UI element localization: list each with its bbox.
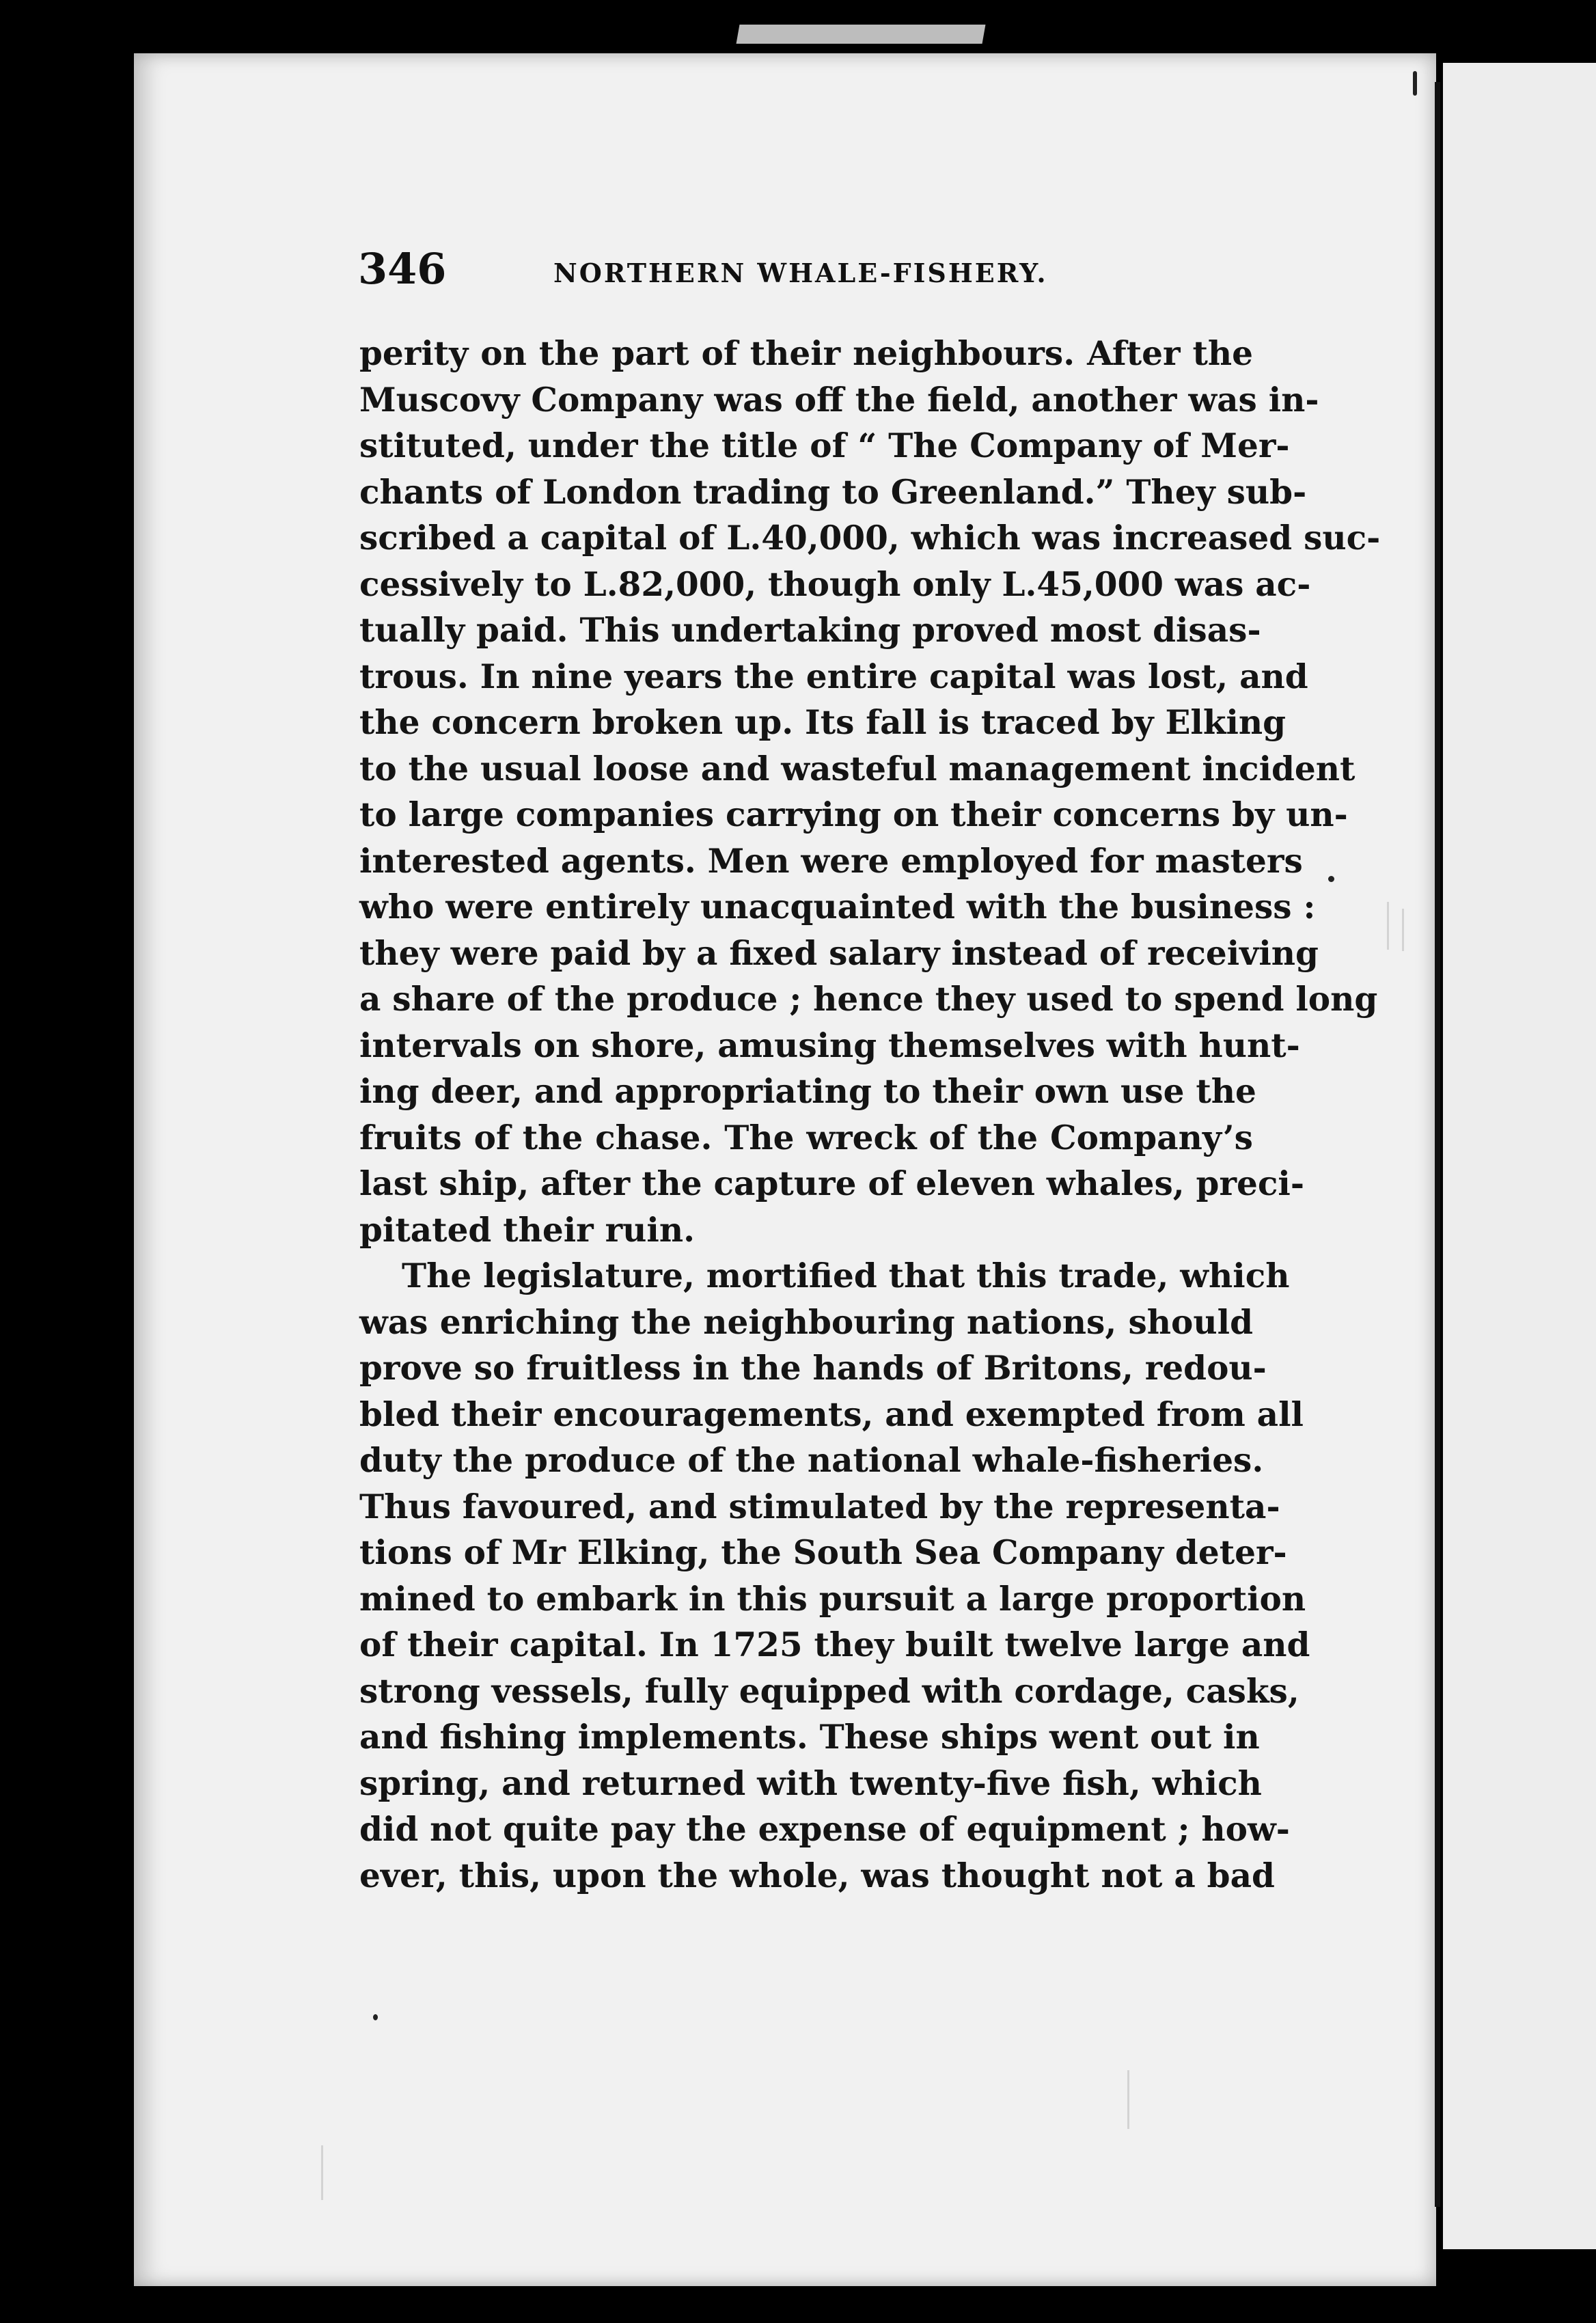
- text-line: interested agents. Men were employed for masters: [359, 841, 1303, 881]
- text-line: last ship, after the capture of eleven whales, preci-: [359, 1164, 1304, 1203]
- ink-speck: [373, 2014, 378, 2020]
- text-line: tually paid. This undertaking proved most disas-: [359, 611, 1261, 650]
- running-head: NORTHERN WHALE-FISHERY.: [553, 258, 1048, 288]
- text-line: was enriching the neighbouring nations, should: [359, 1302, 1253, 1342]
- text-line: bled their encouragements, and exempted from all: [359, 1394, 1304, 1434]
- ink-speck: [1328, 876, 1334, 882]
- binding-gutter: [1435, 82, 1440, 2207]
- page-tab-artifact: [737, 25, 986, 44]
- bleed-through-mark: [1402, 909, 1404, 951]
- text-line: ing deer, and appropriating to their own use the: [359, 1072, 1256, 1111]
- text-line: perity on the part of their neighbours. After the: [359, 334, 1253, 373]
- text-line: cessively to L.82,000, though only L.45,000 was ac-: [359, 564, 1311, 604]
- text-line: strong vessels, fully equipped with cordage, casks,: [359, 1671, 1299, 1711]
- text-line: chants of London trading to Greenland.” They sub-: [359, 472, 1307, 512]
- text-line: did not quite pay the expense of equipment ; how-: [359, 1810, 1290, 1849]
- ink-speck: [1413, 71, 1417, 96]
- text-line: the concern broken up. Its fall is traced by Elking: [359, 703, 1287, 742]
- text-line: a share of the produce ; hence they used to spend long: [359, 980, 1378, 1019]
- bleed-through-mark: [1127, 2070, 1129, 2129]
- text-line: they were paid by a fixed salary instead of receiving: [359, 933, 1319, 973]
- text-line: of their capital. In 1725 they built twelve large and: [359, 1625, 1310, 1664]
- text-line: Thus favoured, and stimulated by the representa-: [359, 1487, 1280, 1526]
- text-line: duty the produce of the national whale-fisheries.: [359, 1441, 1264, 1480]
- text-line: trous. In nine years the entire capital was lost, and: [359, 657, 1308, 696]
- text-line: fruits of the chase. The wreck of the Company’s: [359, 1118, 1253, 1157]
- text-line: to large companies carrying on their concerns by un-: [359, 795, 1348, 834]
- text-line: intervals on shore, amusing themselves with hunt-: [359, 1026, 1300, 1065]
- bleed-through-mark: [321, 2145, 323, 2200]
- text-line: The legislature, mortified that this trade, which: [402, 1256, 1290, 1295]
- text-line: spring, and returned with twenty-five fish, which: [359, 1763, 1262, 1803]
- text-line: Muscovy Company was off the field, another was in-: [359, 380, 1319, 420]
- text-line: ever, this, upon the whole, was thought not a bad: [359, 1856, 1275, 1895]
- facing-page-edge: [1443, 63, 1596, 2249]
- text-line: who were entirely unacquainted with the business :: [359, 888, 1316, 926]
- text-line: tions of Mr Elking, the South Sea Company deter-: [359, 1533, 1287, 1572]
- text-line: prove so fruitless in the hands of Britons, redou-: [359, 1349, 1267, 1388]
- page-number: 346: [358, 244, 447, 294]
- page-body: [359, 331, 1381, 1899]
- text-line: to the usual loose and wasteful management incident: [359, 749, 1356, 788]
- text-line: stituted, under the title of “ The Company of Mer-: [359, 426, 1290, 465]
- text-line: scribed a capital of L.40,000, which was increased suc-: [359, 519, 1381, 558]
- bleed-through-mark: [1387, 902, 1389, 950]
- page-header: [358, 242, 1246, 297]
- text-line: pitated their ruin.: [359, 1210, 695, 1250]
- text-line: mined to embark in this pursuit a large proportion: [359, 1579, 1306, 1619]
- text-line: and fishing implements. These ships went out in: [359, 1718, 1260, 1757]
